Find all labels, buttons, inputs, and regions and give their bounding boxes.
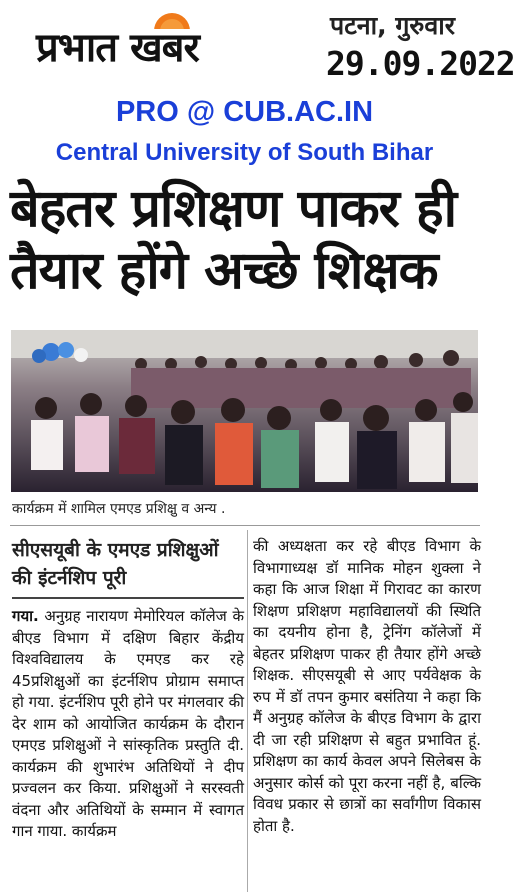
- body-text-left: अनुग्रह नारायण मेमोरियल कॉलेज के बीएड विभाग में दक्षिण बिहार केंद्रीय विश्वविद्यालय के एमएड कर रहे 45प्रशिक्षुओं का इंटर्नशिप प्रोग्राम समाप्त हो गया. इंटर्नशिप पूरी होने पर मंगलवार की देर शाम को आयोजित कार्यक्रम के दौरान एमएड प्रशिक्षुओं ने सांस्कृतिक प्रस्तुति दी. कार्यक्रम की शुभारंभ अतिथियों ने दीप प्रज्वलन कर किया. प्रशिक्षुओं ने सरस्वती वंदना और अतिथियों के सम्मान में स्वागत गान गाया. कार्यक्रम: [12, 607, 244, 840]
- pro-email: PRO @ CUB.AC.IN: [115, 96, 374, 128]
- headline-line-2: तैयार होंगे अच्छे शिक्षक: [10, 241, 438, 301]
- divider: [12, 597, 244, 599]
- article-body-left: [12, 606, 244, 843]
- photo-caption: कार्यक्रम में शामिल एमएड प्रशिक्षु व अन्य .: [12, 501, 226, 517]
- newspaper-logo: प्रभात खबर: [36, 24, 199, 71]
- sub-headline: सीएसयूबी के एमएड प्रशिक्षुओं की इंटर्नशिप पूरी: [12, 539, 219, 589]
- column-divider: [247, 530, 248, 892]
- article-body-right: की अध्यक्षता कर रहे बीएड विभाग के विभागाध्यक्ष डॉ मानिक मोहन शुक्ला ने कहा कि आज शिक्षा में गिरावट का कारण शिक्षण प्रशिक्षण महाविद्यालयों की स्थिति का दयनीय होना है, ट्रेनिंग कॉलेजों में बेहतर प्रशिक्षण पाकर ही तैयार होंगे अच्छे शिक्षक. सीएसयूबी से आए पर्यवेक्षक के रुप में डॉ तपन कुमार बसंतिया ने कहा कि मैं अनुग्रह कॉलेज के बीएड विभाग के द्वारा दी जा रही प्रशिक्षण से बहुत प्रभावित हूं. प्रशिक्षण का कार्य केवल अपने सिलेबस के अनुसार कोर्स को पूरा करना नहीं है, बल्कि विवध प्रकार से छात्रों का सर्वांगीण विकास होता है.: [253, 537, 481, 835]
- divider: [10, 525, 480, 526]
- dateline: गया.: [12, 607, 39, 625]
- university-name: Central University of South Bihar: [55, 139, 434, 166]
- publication-date: 29.09.2022: [326, 44, 515, 83]
- headline: [10, 178, 486, 302]
- headline-line-1: बेहतर प्रशिक्षण पाकर ही: [10, 179, 457, 239]
- city-day: पटना, गुरुवार: [330, 11, 455, 40]
- event-photo: [11, 330, 478, 492]
